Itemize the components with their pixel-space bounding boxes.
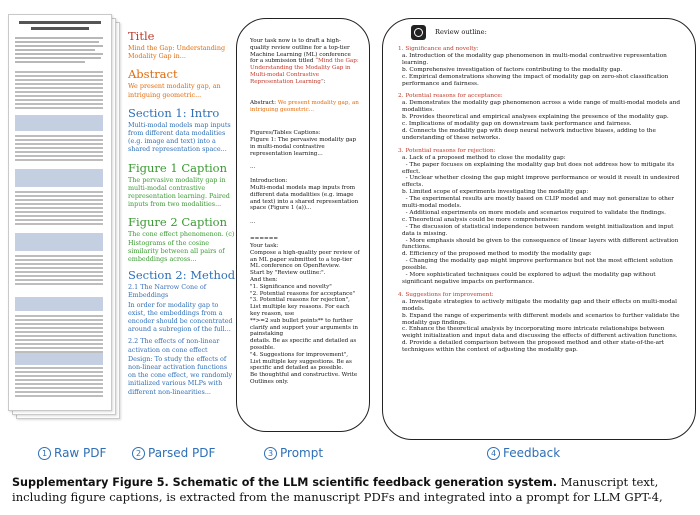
parsed-figure1-text: The pervasive modality gap in multi-modal contrastive representation learning. Paired inputs from two modalities... <box>128 175 230 209</box>
label-number-4: 4 <box>487 447 500 460</box>
pdf-figure <box>15 353 103 365</box>
parsed-intro-text: Multi-modal models map inputs from different data modalities (e.g. image and text) into a shared representation space... <box>128 120 231 154</box>
parsed-title-text: Mind the Gap: Understanding Modality Gap in... <box>128 44 226 61</box>
feedback-item: b. Expand the range of experiments with different models and scenarios to further validate the modality gap findings. <box>402 312 682 326</box>
parsed-method-heading: Section 2: Method <box>128 268 236 283</box>
feedback-header: Review outline: <box>435 28 487 36</box>
parsed-figure1-heading: Figure 1 Caption <box>128 160 228 175</box>
pdf-text-line <box>15 37 103 39</box>
pdf-text-line <box>15 41 99 43</box>
pdf-text-block <box>15 315 103 355</box>
feedback-section-heading: 4. Suggestions for improvement: <box>398 291 494 298</box>
prompt-abstract <box>250 100 360 114</box>
pdf-text-line <box>15 49 95 51</box>
label-parsed-pdf-text: Parsed PDF <box>148 446 216 460</box>
pdf-text-line <box>15 53 103 55</box>
pdf-text-block <box>15 191 103 227</box>
parsed-intro-heading: Section 1: Intro <box>128 105 220 120</box>
feedback-item: - The discussion of statistical independence between random weight initialization and input data is missing. <box>402 223 676 237</box>
parsed-title-heading: Title <box>128 29 155 43</box>
figure-caption <box>12 475 692 505</box>
pdf-figure <box>15 115 103 131</box>
parsed-method-subheading: 2.2 The effects of non-linear activation on cone effect <box>128 337 220 354</box>
feedback-item: d. Connects the modality gap with deep neural network inductive biases, adding to the understanding of these networks. <box>402 127 658 141</box>
pdf-text-block <box>15 367 103 397</box>
label-raw-pdf <box>38 446 106 460</box>
prompt-figures-label: Figures/Tables Captions: <box>250 130 321 136</box>
parsed-method-subheading: 2.1 The Narrow Cone of Embeddings <box>128 283 207 300</box>
parsed-figure2-heading: Figure 2 Caption <box>128 215 228 230</box>
caption-text: Manuscript text, including figure captions, is extracted from the manuscript PDFs and integrated into a prompt for LLM GPT-4, <box>12 475 663 504</box>
prompt-intro-end: : <box>323 78 326 85</box>
pdf-text-block <box>15 255 103 285</box>
feedback-item: - Changing the modality gap might improve performance but not the most efficient solution possible. <box>402 258 675 272</box>
feedback-item: d. Provide a detailed comparison between the proposed method and other state-of-the-art techniques within the context of adjusting the modality gap. <box>402 340 666 354</box>
parsed-method-text: Design: To study the effects of non-linear activation functions on the cone effect, we randomly initialized various MLPs with different non-linearities... <box>128 354 233 396</box>
prompt-intro-dots: ... <box>250 219 256 225</box>
feedback-item: b. Comprehensive investigation of factors contributing to the modality gap. <box>402 66 623 73</box>
feedback-item: c. Enhance the theoretical analysis by incorporating more intricate relationships between weight initialization and input data and discussing the effects of different activation functions. <box>402 326 678 340</box>
feedback-item: - The paper focuses on explaining the modality gap but does not address how to mitigate its effect. <box>402 161 677 175</box>
parsed-pdf-panel <box>128 30 236 396</box>
prompt-figures-dots: ... <box>250 164 256 170</box>
pdf-text-block <box>15 135 103 163</box>
pdf-text-line <box>15 57 101 59</box>
feedback-item: b. Limited scope of experiments investigating the modality gap: <box>402 189 589 196</box>
openai-logo-icon <box>411 25 426 40</box>
feedback-item: - Unclear whether closing the gap might improve performance or would it result in undesired effects. <box>402 175 682 189</box>
feedback-item: - More sophisticated techniques could be explored to adjust the modality gap without significant negative impacts on performance. <box>402 272 658 285</box>
feedback-outline <box>398 46 682 354</box>
feedback-item: a. Introduction of the modality gap phenomenon in multi-modal contrastive representation learning. <box>402 52 669 66</box>
feedback-item: a. Investigate strategies to actively mitigate the modality gap and their effects on multi-modal models. <box>402 298 679 312</box>
pdf-text-block <box>15 71 103 111</box>
prompt-abstract-text: We present modality gap, an intriguing geometric... <box>250 100 359 113</box>
prompt-intro-label: Introduction: <box>250 178 288 184</box>
prompt-task: Your task: Compose a high-quality peer review of an ML paper submitted to a top-tier ML conference on OpenReview. Start by "Review outline:". And then: "1. Significance and novelty" "2. Potential reasons for acceptance" "3. Potential reasons for rejection", List multiple key reasons. For each key reason, use **>=2 sub bullet points** to further clarify and support your arguments in painstaking details. Be as specific and detailed as possible. "4. Suggestions for improvement", List multiple key suggestions. Be as specific and detailed as possible. Be thoughtful and constructive. Write Outlines only. <box>250 243 360 385</box>
feedback-item: c. Empirical demonstrations showing the impact of modality gap on zero-shot classification performance and fairness. <box>402 73 671 87</box>
prompt-intro <box>250 38 360 86</box>
pdf-page-front <box>8 14 112 411</box>
label-number-2: 2 <box>132 447 145 460</box>
parsed-abstract-text: We present modality gap, an intriguing geometric... <box>128 82 221 99</box>
label-feedback <box>487 446 560 460</box>
pdf-text-line <box>15 45 103 47</box>
feedback-section-heading: 1. Significance and novelty: <box>398 46 479 52</box>
label-parsed-pdf <box>132 446 215 460</box>
feedback-item: d. Efficiency of the proposed method to modify the modality gap: <box>402 251 592 258</box>
prompt-intro-text: Your task now is to draft a high-quality review outline for a top-tier Machine Learning (ML) conference for a submission titled <box>250 38 351 65</box>
prompt-intro-section: Multi-modal models map inputs from different data modalities (e.g. image and text) into a shared representation space (Figure 1 (a))... <box>250 185 359 212</box>
feedback-item: c. Theoretical analysis could be more comprehensive: <box>402 216 559 223</box>
feedback-item: - Additional experiments on more models and scenarios required to validate the findings. <box>402 209 666 216</box>
parsed-figure2-text: The cone effect phenomenon. (c) Histograms of the cosine similarity between all pairs of embeddings across... <box>128 230 235 264</box>
feedback-item: b. Provides theoretical and empirical analyses explaining the presence of the modality gap. <box>402 114 669 121</box>
pdf-figure <box>15 233 103 251</box>
label-prompt <box>264 446 323 460</box>
feedback-item: a. Lack of a proposed method to close the modality gap: <box>402 154 566 161</box>
pdf-figure <box>15 297 103 311</box>
caption-bold: Supplementary Figure 5. Schematic of the LLM scientific feedback generation system. <box>12 476 557 489</box>
prompt-paper-title: “Mind the Gap: Understanding the Modality Gap in Multi-modal Contrastive Representation Learning” <box>250 58 359 85</box>
label-prompt-text: Prompt <box>280 446 324 460</box>
pdf-title-line <box>19 21 101 24</box>
parsed-method-text: In order for modality gap to exist, the embeddings from a encoder should be concentrated around a subregion of the full... <box>128 300 233 334</box>
feedback-item: c. Implications of modality gap on downstream task performance and fairness. <box>402 121 632 128</box>
label-number-3: 3 <box>264 447 277 460</box>
feedback-item: a. Demonstrates the modality gap phenomenon across a wide range of multi-modal models and modalities. <box>402 100 682 114</box>
label-number-1: 1 <box>38 447 51 460</box>
parsed-abstract-heading: Abstract <box>128 67 178 82</box>
feedback-item: - The experimental results are mostly based on CLIP model and may not generalize to other multi-modal models. <box>402 196 676 210</box>
label-raw-pdf-text: Raw PDF <box>54 446 107 460</box>
pdf-text-line <box>15 61 85 63</box>
feedback-section-heading: 2. Potential reasons for acceptance: <box>398 93 503 100</box>
prompt-abstract-label: Abstract: <box>250 100 278 106</box>
label-feedback-text: Feedback <box>503 446 561 460</box>
prompt-figures-text: Figure 1: The pervasive modality gap in multi-modal contrastive representation learning... <box>250 137 357 157</box>
feedback-section-heading: 3. Potential reasons for rejection: <box>398 147 496 154</box>
pdf-title-line <box>31 27 89 30</box>
feedback-item: - More emphasis should be given to the consequence of linear layers with different activation functions. <box>402 237 681 251</box>
prompt-separator: ====== <box>250 236 279 242</box>
raw-pdf-pages <box>8 14 124 432</box>
pdf-figure <box>15 169 103 187</box>
